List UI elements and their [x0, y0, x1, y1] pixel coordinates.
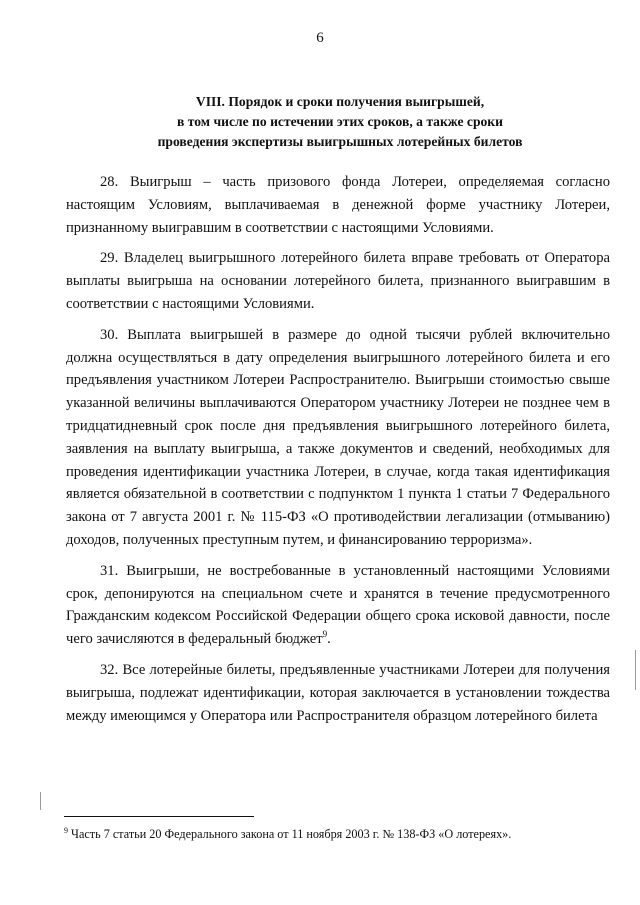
- paragraph-31-text: 31. Выигрыши, не востребованные в установленный настоящими Условиями срок, депонируются на специальном счете и хранятся в течение предусмотренного Гражданским кодексом Российской Федерации общего срока исковой давности, после чего зачисляются в федеральный бюджет: [66, 562, 610, 648]
- scan-edge-mark: [635, 650, 636, 690]
- paragraph-29: 29. Владелец выигрышного лотерейного билета вправе требовать от Оператора выплаты выигрыша на основании лотерейного билета, признанного выигравшим в соответствии с настоящими Условиями.: [66, 250, 610, 312]
- paragraph-31-end: .: [327, 631, 331, 648]
- scan-margin-mark: [40, 792, 41, 810]
- footnote-number: 9: [64, 826, 68, 835]
- footnote-divider: [64, 816, 254, 817]
- footnote-reference[interactable]: 9: [322, 629, 328, 640]
- paragraph-32: 32. Все лотерейные билеты, предъявленные участниками Лотереи для получения выигрыша, подлежат идентификации, которая заключается в установлении тождества между имеющимся у Оператора или Распространителя образцом лотерейного билета: [66, 661, 610, 724]
- body-text: [66, 171, 610, 735]
- footnote-text: Часть 7 статьи 20 Федерального закона от 11 ноября 2003 г. № 138-ФЗ «О лотереях».: [68, 827, 512, 841]
- section-heading-line: проведения экспертизы выигрышных лотерейных билетов: [157, 134, 523, 149]
- paragraph-28: 28. Выигрыш – часть призового фонда Лотереи, определяемая согласно настоящим Условиям, выплачиваемая в денежной форме участнику Лотереи, признанному выигравшим в соответствии с настоящими Условиями.: [66, 174, 610, 236]
- paragraph-30: 30. Выплата выигрышей в размере до одной тысячи рублей включительно должна осуществляться в дату определения выигрышного лотерейного билета и его предъявления участником Лотереи Распространителю. Выигрыши стоимостью свыше указанной величины выплачиваются Оператором участнику Лотереи не позднее чем в тридцатидневный срок после дня предъявления выигрышного лотерейного билета, заявления на выплату выигрыша, а также документов и сведений, необходимых для проведения идентификации участника Лотереи, в случае, когда такая идентификация является обязательной в соответствии с подпунктом 1 пункта 1 статьи 7 Федерального закона от 7 августа 2001 г. № 115-ФЗ «О противодействии легализации (отмыванию) доходов, полученных преступным путем, и финансированию терроризма».: [66, 326, 610, 548]
- section-heading: [70, 92, 610, 152]
- page-number: 6: [316, 30, 324, 46]
- section-heading-line: VIII. Порядок и сроки получения выигрышей,: [195, 94, 485, 109]
- paragraph-31: [66, 560, 610, 651]
- section-heading-line: в том числе по истечении этих сроков, а также сроки: [177, 114, 503, 129]
- footnote: [64, 826, 614, 842]
